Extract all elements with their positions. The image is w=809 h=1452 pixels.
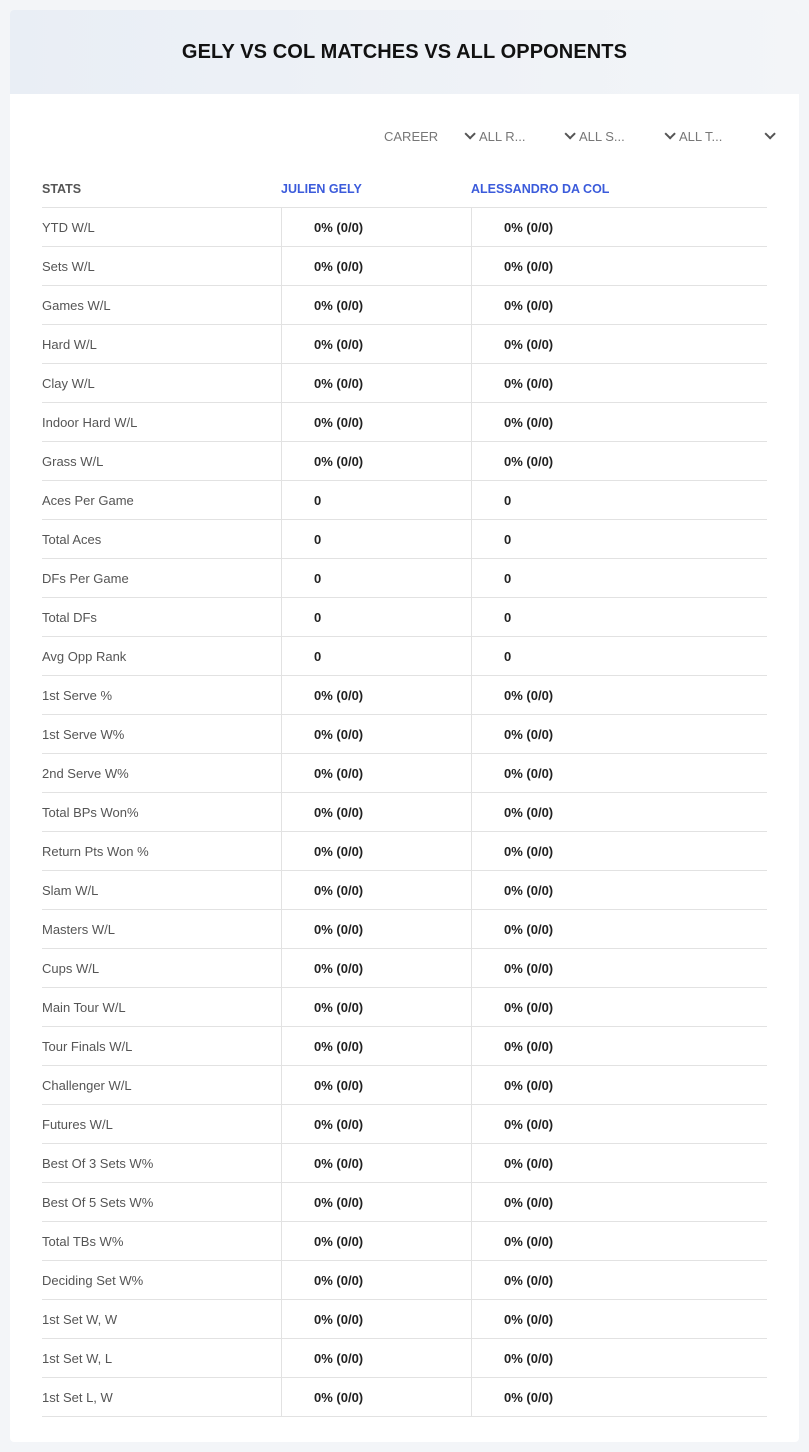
player-1-value: 0 xyxy=(281,559,471,597)
player-2-value: 0% (0/0) xyxy=(471,1378,767,1416)
player-2-value: 0% (0/0) xyxy=(471,793,767,831)
table-row xyxy=(42,286,767,325)
player-1-value: 0% (0/0) xyxy=(281,1300,471,1338)
player-2-value: 0% (0/0) xyxy=(471,715,767,753)
player-2-value: 0% (0/0) xyxy=(471,1144,767,1182)
player-1-value: 0% (0/0) xyxy=(281,676,471,714)
table-row xyxy=(42,910,767,949)
filter-tournament-select[interactable] xyxy=(675,126,775,146)
table-row xyxy=(42,637,767,676)
table-row xyxy=(42,559,767,598)
player-1-value: 0% (0/0) xyxy=(281,793,471,831)
filter-surface-select[interactable] xyxy=(575,126,675,146)
filter-bar xyxy=(380,126,775,146)
filter-label: ALL T... xyxy=(679,128,723,144)
player-1-value: 0% (0/0) xyxy=(281,1144,471,1182)
player-1-value: 0% (0/0) xyxy=(281,715,471,753)
player-1-value: 0% (0/0) xyxy=(281,871,471,909)
stat-label: Total DFs xyxy=(42,609,97,625)
stat-label: Hard W/L xyxy=(42,336,97,352)
player-2-value: 0% (0/0) xyxy=(471,754,767,792)
stats-table xyxy=(42,170,767,1417)
stat-label: Return Pts Won % xyxy=(42,843,149,859)
player-2-value: 0 xyxy=(471,481,767,519)
table-row xyxy=(42,598,767,637)
player-2-value: 0% (0/0) xyxy=(471,949,767,987)
player-1-value: 0 xyxy=(281,520,471,558)
stat-label: Sets W/L xyxy=(42,258,95,274)
player-1-value: 0% (0/0) xyxy=(281,1066,471,1104)
player-1-value: 0% (0/0) xyxy=(281,364,471,402)
player-1-value: 0% (0/0) xyxy=(281,1105,471,1143)
player-2-value: 0 xyxy=(471,637,767,675)
chevron-down-icon xyxy=(764,128,775,139)
table-row xyxy=(42,715,767,754)
filter-label: ALL S... xyxy=(579,128,625,144)
stat-label: Masters W/L xyxy=(42,921,115,937)
table-row xyxy=(42,793,767,832)
table-row xyxy=(42,1222,767,1261)
player-2-value: 0% (0/0) xyxy=(471,403,767,441)
player-1-value: 0% (0/0) xyxy=(281,949,471,987)
player-1-value: 0 xyxy=(281,637,471,675)
table-row xyxy=(42,949,767,988)
table-row xyxy=(42,988,767,1027)
column-header-player-2[interactable]: ALESSANDRO DA COL xyxy=(471,181,610,196)
stat-label: Aces Per Game xyxy=(42,492,134,508)
stat-label: Futures W/L xyxy=(42,1116,113,1132)
player-1-value: 0% (0/0) xyxy=(281,754,471,792)
player-1-value: 0% (0/0) xyxy=(281,403,471,441)
page-title: GELY VS COL MATCHES VS ALL OPPONENTS xyxy=(181,40,628,63)
player-1-value: 0% (0/0) xyxy=(281,1339,471,1377)
player-2-value: 0% (0/0) xyxy=(471,1105,767,1143)
stat-label: Avg Opp Rank xyxy=(42,648,127,664)
table-row xyxy=(42,1378,767,1417)
stat-label: Grass W/L xyxy=(42,453,104,469)
player-2-value: 0 xyxy=(471,559,767,597)
player-2-value: 0% (0/0) xyxy=(471,208,767,246)
table-row xyxy=(42,871,767,910)
player-1-value: 0% (0/0) xyxy=(281,988,471,1026)
stat-label: Best Of 3 Sets W% xyxy=(42,1155,154,1171)
player-1-value: 0 xyxy=(281,481,471,519)
stat-label: Games W/L xyxy=(42,297,111,313)
table-row xyxy=(42,1066,767,1105)
table-row xyxy=(42,1144,767,1183)
table-row xyxy=(42,247,767,286)
player-1-value: 0% (0/0) xyxy=(281,247,471,285)
player-1-value: 0 xyxy=(281,598,471,636)
stat-label: Best Of 5 Sets W% xyxy=(42,1194,154,1210)
stat-label: 1st Serve W% xyxy=(42,726,125,742)
player-2-value: 0 xyxy=(471,520,767,558)
player-2-value: 0% (0/0) xyxy=(471,1066,767,1104)
table-header xyxy=(42,170,767,208)
player-1-value: 0% (0/0) xyxy=(281,442,471,480)
table-row xyxy=(42,364,767,403)
table-row xyxy=(42,208,767,247)
player-1-value: 0% (0/0) xyxy=(281,1183,471,1221)
filter-round-select[interactable] xyxy=(475,126,575,146)
player-1-value: 0% (0/0) xyxy=(281,1261,471,1299)
stat-label: Slam W/L xyxy=(42,882,99,898)
table-row xyxy=(42,1300,767,1339)
table-body xyxy=(42,208,767,1417)
stat-label: YTD W/L xyxy=(42,219,95,235)
player-2-value: 0% (0/0) xyxy=(471,910,767,948)
table-row xyxy=(42,1339,767,1378)
column-header-stats: STATS xyxy=(42,181,82,196)
player-2-value: 0% (0/0) xyxy=(471,832,767,870)
stat-label: Total TBs W% xyxy=(42,1233,124,1249)
player-1-value: 0% (0/0) xyxy=(281,832,471,870)
stat-label: Total BPs Won% xyxy=(42,804,139,820)
table-row xyxy=(42,403,767,442)
column-header-player-1[interactable]: JULIEN GELY xyxy=(281,181,362,196)
player-2-value: 0% (0/0) xyxy=(471,364,767,402)
card-header xyxy=(10,10,799,94)
player-2-value: 0% (0/0) xyxy=(471,871,767,909)
stat-label: 1st Set W, W xyxy=(42,1311,118,1327)
stats-card xyxy=(10,10,799,1442)
player-1-value: 0% (0/0) xyxy=(281,325,471,363)
stat-label: DFs Per Game xyxy=(42,570,129,586)
player-2-value: 0% (0/0) xyxy=(471,1222,767,1260)
player-1-value: 0% (0/0) xyxy=(281,1378,471,1416)
table-row xyxy=(42,1105,767,1144)
stat-label: Indoor Hard W/L xyxy=(42,414,138,430)
player-2-value: 0% (0/0) xyxy=(471,988,767,1026)
table-row xyxy=(42,754,767,793)
player-2-value: 0% (0/0) xyxy=(471,442,767,480)
player-2-value: 0% (0/0) xyxy=(471,1027,767,1065)
filter-label: CAREER xyxy=(384,128,439,144)
stat-label: Tour Finals W/L xyxy=(42,1038,133,1054)
player-2-value: 0% (0/0) xyxy=(471,1261,767,1299)
table-row xyxy=(42,676,767,715)
stat-label: 2nd Serve W% xyxy=(42,765,129,781)
player-2-value: 0% (0/0) xyxy=(471,676,767,714)
stat-label: Total Aces xyxy=(42,531,102,547)
player-2-value: 0 xyxy=(471,598,767,636)
table-row xyxy=(42,832,767,871)
filter-career-select[interactable] xyxy=(380,126,475,146)
player-1-value: 0% (0/0) xyxy=(281,208,471,246)
table-row xyxy=(42,481,767,520)
table-row xyxy=(42,1261,767,1300)
stat-label: 1st Set W, L xyxy=(42,1350,113,1366)
table-row xyxy=(42,1027,767,1066)
player-1-value: 0% (0/0) xyxy=(281,910,471,948)
table-row xyxy=(42,442,767,481)
player-1-value: 0% (0/0) xyxy=(281,1222,471,1260)
stat-label: Main Tour W/L xyxy=(42,999,126,1015)
filter-label: ALL R... xyxy=(479,128,526,144)
stat-label: 1st Set L, W xyxy=(42,1389,113,1405)
player-2-value: 0% (0/0) xyxy=(471,247,767,285)
table-row xyxy=(42,325,767,364)
player-2-value: 0% (0/0) xyxy=(471,325,767,363)
player-1-value: 0% (0/0) xyxy=(281,1027,471,1065)
stat-label: Deciding Set W% xyxy=(42,1272,144,1288)
stat-label: Clay W/L xyxy=(42,375,95,391)
player-2-value: 0% (0/0) xyxy=(471,286,767,324)
table-row xyxy=(42,1183,767,1222)
stat-label: 1st Serve % xyxy=(42,687,113,703)
player-2-value: 0% (0/0) xyxy=(471,1300,767,1338)
player-2-value: 0% (0/0) xyxy=(471,1183,767,1221)
player-2-value: 0% (0/0) xyxy=(471,1339,767,1377)
stat-label: Challenger W/L xyxy=(42,1077,132,1093)
player-1-value: 0% (0/0) xyxy=(281,286,471,324)
stat-label: Cups W/L xyxy=(42,960,100,976)
table-row xyxy=(42,520,767,559)
